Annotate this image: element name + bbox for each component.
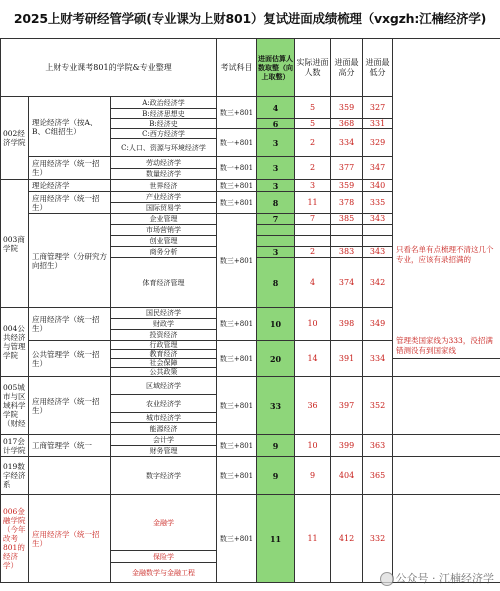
header-max: 进面最高分 (331, 39, 363, 97)
table-row (1, 435, 500, 446)
header-dept: 上财专业课考801的学院&专业整理 (1, 39, 217, 97)
max-score: 374 (331, 258, 363, 308)
watermark (380, 570, 495, 586)
exam: 数一+801 (217, 157, 257, 180)
area-public-admin: 公共管理学（统一招生） (29, 341, 111, 377)
max-score: 359 (331, 180, 363, 192)
max-score: 404 (331, 457, 363, 495)
estimate: 9 (257, 435, 295, 457)
subject: 金融学 (111, 495, 217, 551)
exam: 数三+801 (217, 435, 257, 457)
area-applied-econ-5 (29, 457, 111, 495)
exam: 数三+801 (217, 495, 257, 583)
actual: 2 (295, 157, 331, 180)
page-title: 2025上财考研经管学硕(专业课为上财801）复试进面成绩梳理（vxgzh:江楠经济学) (13, 11, 487, 26)
estimate: 8 (257, 258, 295, 308)
empty-cell (295, 225, 331, 236)
actual: 2 (295, 129, 331, 157)
school-003: 003商学院 (1, 180, 29, 308)
table-row (1, 457, 500, 495)
max-score: 368 (331, 119, 363, 129)
min-score: 332 (363, 495, 393, 583)
min-score: 347 (363, 157, 393, 180)
header-row (1, 39, 500, 97)
actual: 10 (295, 435, 331, 457)
min-score: 349 (363, 308, 393, 341)
subject: 教育经济 (111, 350, 217, 359)
estimate: 3 (257, 129, 295, 157)
min-score: 352 (363, 377, 393, 435)
actual: 9 (295, 457, 331, 495)
subject: 社会保障 (111, 359, 217, 368)
exam: 数三+801 (217, 308, 257, 341)
actual: 4 (295, 258, 331, 308)
school-006: 006金融学院（今年改考801的经济学） (1, 495, 29, 583)
estimate: 3 (257, 247, 295, 258)
table-row (1, 495, 500, 551)
max-score: 378 (331, 192, 363, 214)
subject: 财务管理 (111, 446, 217, 457)
subject: 保险学 (111, 551, 217, 563)
actual: 10 (295, 308, 331, 341)
subject: 产业经济学 (111, 192, 217, 203)
exam: 数三+801 (217, 97, 257, 129)
subject: 商务分析 (111, 247, 217, 258)
subject: 体育经济管理 (111, 258, 217, 308)
header-subjects: 考试科目 (217, 39, 257, 97)
school-004: 004公共经济与管理学院 (1, 308, 29, 377)
actual: 11 (295, 192, 331, 214)
actual: 5 (295, 119, 331, 129)
max-score: 397 (331, 377, 363, 435)
school-019: 019数字经济系 (1, 457, 29, 495)
min-score: 365 (363, 457, 393, 495)
empty-cell (363, 236, 393, 247)
subject: 会计学 (111, 435, 217, 446)
max-score: 377 (331, 157, 363, 180)
note-column-019 (393, 457, 500, 495)
estimate: 20 (257, 341, 295, 377)
min-score: 343 (363, 214, 393, 225)
table-row (1, 377, 500, 395)
school-002: 002经济学院 (1, 97, 29, 180)
subject: 世界经济 (111, 180, 217, 192)
min-score: 342 (363, 258, 393, 308)
area-applied-econ-4: 应用经济学（统一招生） (29, 377, 111, 435)
subject: 公共政策 (111, 368, 217, 377)
exam: 数一+801 (217, 129, 257, 157)
area-applied-econ-3: 应用经济学（统一招生） (29, 308, 111, 341)
exam: 数三+801 (217, 180, 257, 192)
subject: 数字经济学 (111, 457, 217, 495)
subject: 数量经济学 (111, 169, 217, 180)
estimate: 3 (257, 157, 295, 180)
exam: 数三+801 (217, 457, 257, 495)
subject: 国民经济学 (111, 308, 217, 319)
exam: 数三+801 (217, 377, 257, 435)
score-table (0, 38, 500, 583)
max-score: 385 (331, 214, 363, 225)
min-score: 363 (363, 435, 393, 457)
min-score: 327 (363, 97, 393, 119)
subject: A:政治经济学 (111, 97, 217, 109)
estimate-empty (257, 236, 295, 247)
note-column-mid (393, 377, 500, 435)
area-applied-econ: 应用经济学（统一招生） (29, 157, 111, 180)
school-017: 017会计学院 (1, 435, 29, 457)
actual: 2 (295, 247, 331, 258)
area-theory-econ: 理论经济学（按A、B、C组招生） (29, 97, 111, 157)
min-score: 343 (363, 247, 393, 258)
subject: 农业经济学 (111, 395, 217, 413)
subject: 行政管理 (111, 341, 217, 350)
subject: 能源经济 (111, 423, 217, 435)
estimate: 3 (257, 180, 295, 192)
exam: 数三+801 (217, 341, 257, 377)
max-score: 398 (331, 308, 363, 341)
note-public-admin: 管理类国家线为333，没招满错测没有到国家线 (396, 336, 493, 355)
max-score: 383 (331, 247, 363, 258)
subject: 市场营销学 (111, 225, 217, 236)
actual: 11 (295, 495, 331, 583)
max-score: 359 (331, 97, 363, 119)
area-theory-econ-2: 理论经济学 (29, 180, 111, 192)
actual: 5 (295, 97, 331, 119)
exam: 数三+801 (217, 192, 257, 214)
estimate-empty (257, 225, 295, 236)
subject: 财政学 (111, 319, 217, 330)
subject: 劳动经济学 (111, 157, 217, 169)
subject: 国际贸易学 (111, 203, 217, 214)
subject: C:人口、资源与环境经济学 (111, 139, 217, 157)
subject: B:经济史 (111, 119, 217, 129)
area-business-admin-2: 工商管理学（统一 (29, 435, 111, 457)
subject: B:经济思想史 (111, 109, 217, 119)
header-actual: 实际进面人数 (295, 39, 331, 97)
actual: 7 (295, 214, 331, 225)
max-score: 412 (331, 495, 363, 583)
actual: 14 (295, 341, 331, 377)
estimate: 10 (257, 308, 295, 341)
watermark-text: 公众号 · 江楠经济学 (395, 572, 494, 585)
min-score: 334 (363, 341, 393, 377)
area-applied-econ-2: 应用经济学（统一招生） (29, 192, 111, 214)
school-005: 005城市与区域科学学院（财经 (1, 377, 29, 435)
note-business-school: 只看名单有点梳理不清这几个专业，应该有录招满的 (396, 245, 494, 264)
max-score: 334 (331, 129, 363, 157)
min-score: 329 (363, 129, 393, 157)
actual: 36 (295, 377, 331, 435)
subject: 创业管理 (111, 236, 217, 247)
estimate: 4 (257, 97, 295, 119)
min-score: 331 (363, 119, 393, 129)
exam: 数三+801 (217, 214, 257, 308)
header-min: 进面最低分 (363, 39, 393, 97)
estimate: 7 (257, 214, 295, 225)
empty-cell (331, 225, 363, 236)
subject: C:西方经济学 (111, 129, 217, 139)
empty-cell (331, 236, 363, 247)
wechat-icon (380, 572, 394, 586)
header-estimate: 进面估算人数取整（向上取整） (257, 39, 295, 97)
note-column-low (393, 435, 500, 457)
estimate: 11 (257, 495, 295, 583)
actual: 3 (295, 180, 331, 192)
subject: 企业管理 (111, 214, 217, 225)
empty-cell (295, 236, 331, 247)
note-column-top (393, 39, 500, 359)
subject: 城市经济学 (111, 413, 217, 423)
max-score: 399 (331, 435, 363, 457)
estimate: 8 (257, 192, 295, 214)
estimate: 6 (257, 119, 295, 129)
empty-cell (363, 225, 393, 236)
estimate: 33 (257, 377, 295, 435)
min-score: 335 (363, 192, 393, 214)
area-applied-econ-6: 应用经济学（统一招生） (29, 495, 111, 583)
estimate: 9 (257, 457, 295, 495)
max-score: 391 (331, 341, 363, 377)
area-business-admin: 工商管理学（分研究方向招生） (29, 214, 111, 308)
min-score: 340 (363, 180, 393, 192)
subject: 投资经济 (111, 330, 217, 341)
subject: 区域经济学 (111, 377, 217, 395)
subject: 金融数学与金融工程 (111, 563, 217, 583)
